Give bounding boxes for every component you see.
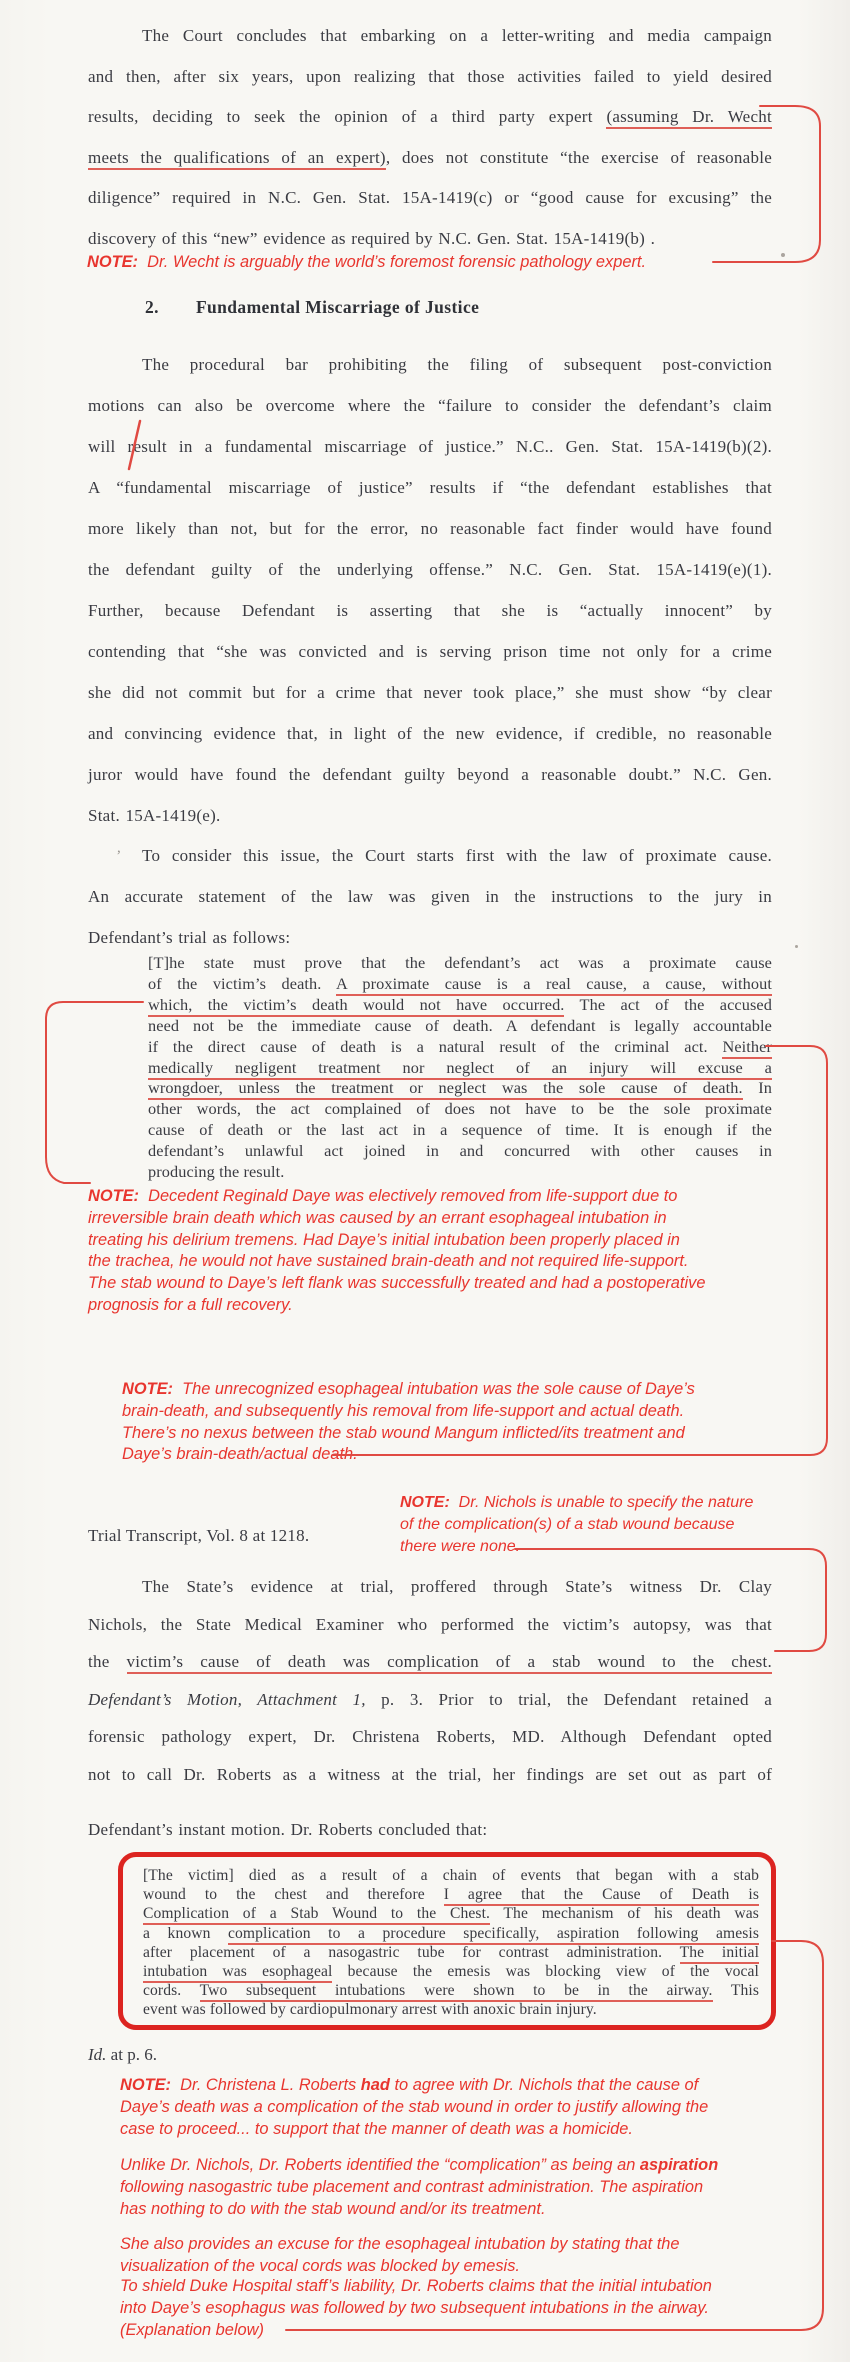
text-line: and convincing evidence that, in light of the new evidence, if credible, no reasonable [88, 724, 772, 743]
text-line: need not be the immediate cause of death. A defendant is legally accountable [148, 1015, 772, 1035]
text-line: The Court concludes that embarking on a letter-writing and media campaign [142, 26, 772, 45]
paragraph-procedural-bar [88, 344, 772, 836]
text-line: she did not commit but for a crime that never took place,” she must show “by clear [88, 683, 772, 702]
text-line: and then, after six years, upon realizing that those activities failed to yield desired [88, 66, 772, 86]
text-line: more likely than not, but for the error, no reasonable fact finder would have found [88, 519, 772, 538]
text-line: NOTE: The unrecognized esophageal intubation was the sole cause of Daye’s [122, 1380, 695, 1398]
note-daye-life-support-annotation [88, 1186, 794, 1317]
paper-speck [795, 945, 798, 948]
text-line: if the direct cause of death is a natural result of the criminal act. Neither [148, 1037, 772, 1058]
text-line: juror would have found the defendant guilty beyond a reasonable doubt.” N.C. Gen. [88, 765, 772, 784]
text-line: Stat. 15A-1419(e). [88, 806, 221, 825]
paragraph-state-evidence [88, 1568, 772, 1794]
text-line: producing the result. [148, 1162, 285, 1182]
text-line: meets the qualifications of an expert), does not constitute “the exercise of reasonable [88, 138, 772, 179]
text-line: not to call Dr. Roberts as a witness at the trial, her findings are set out as part of [88, 1764, 772, 1784]
text-line: visualization of the vocal cords was blocked by emesis. [120, 2256, 520, 2275]
text-line: after placement of a nasogastric tube for contrast administration. The initial [143, 1943, 759, 1962]
text-line: contending that “she was convicted and is serving prison time not only for a crime [88, 642, 772, 661]
text-line: To shield Duke Hospital staff’s liability, Dr. Roberts claims that the initial intubation [120, 2277, 712, 2295]
text-line: into Daye’s esophagus was followed by two subsequent intubations in the airway. [120, 2298, 709, 2317]
text-line: defendant’s unlawful act joined in and concurred with other causes in [148, 1141, 772, 1161]
paragraph-proximate-cause [88, 835, 772, 958]
text-line: irreversible brain death which was caused by an errant esophageal intubation in [88, 1208, 667, 1227]
id-citation [88, 2045, 157, 2065]
text-line: the trachea, he would not have sustained brain-death and not required life-support. [88, 1252, 689, 1271]
bracket-left-jury-quote-connector [46, 1002, 143, 1183]
section-number: 2. [145, 297, 159, 317]
text-line: (Explanation below) [120, 2320, 264, 2339]
text-line: Defendant’s Motion, Attachment 1, p. 3. Prior to trial, the Defendant retained a [88, 1689, 772, 1709]
note-sole-cause-annotation [122, 1379, 782, 1466]
note-wecht-annotation [87, 252, 787, 274]
text-line: other words, the act complained of does not have to be the sole proximate [148, 1099, 772, 1119]
text-line: NOTE: Dr. Nichols is unable to specify the nature [400, 1494, 754, 1511]
text-line: the defendant guilty of the underlying offense.” N.C. Gen. Stat. 15A-1419(e)(1). [88, 560, 772, 579]
text-line: brain-death, and subsequently his removal from life-support and actual death. [122, 1401, 685, 1420]
section-title: Fundamental Miscarriage of Justice [195, 297, 480, 317]
text-line: diligence” required in N.C. Gen. Stat. 15A-1419(c) or “good cause for excusing” the [88, 188, 772, 208]
text-line: Defendant’s trial as follows: [88, 928, 291, 947]
text-line: She also provides an excuse for the esophageal intubation by stating that the [120, 2235, 680, 2253]
text-line: event was followed by cardiopulmonary arrest with anoxic brain injury. [143, 2001, 597, 2019]
text-line: There’s no nexus between the stab wound Mangum inflicted/its treatment and [122, 1423, 685, 1442]
text-line: A “fundamental miscarriage of justice” results if “the defendant establishes that [88, 478, 772, 497]
text-line: forensic pathology expert, Dr. Christena Roberts, MD. Although Defendant opted [88, 1727, 772, 1747]
text-line: discovery of this “new” evidence as required by N.C. Gen. Stat. 15A-1419(b) . [88, 228, 656, 248]
text-line: The procedural bar prohibiting the filing of subsequent post-conviction [142, 355, 772, 374]
text-line: medically negligent treatment nor neglect of an injury will excuse a [148, 1058, 772, 1079]
note-shield-duke-annotation [120, 2276, 800, 2341]
text-line: NOTE: Decedent Reginald Daye was electively removed from life-support due to [88, 1187, 678, 1205]
text-line: NOTE: Dr. Wecht is arguably the world’s foremost forensic pathology expert. [87, 253, 647, 271]
text-line: of the victim’s death. A proximate cause is a real cause, a cause, without [148, 974, 772, 995]
trial-transcript-citation: Trial Transcript, Vol. 8 at 1218. [88, 1526, 310, 1545]
text-line: The stab wound to Daye’s left flank was successfully treated and had a postoperative [88, 1274, 706, 1293]
paragraph-roberts-concluded [88, 1820, 772, 1840]
section-heading-fundamental-miscarriage [145, 297, 479, 318]
text-line: To consider this issue, the Court starts first with the law of proximate cause. [142, 846, 772, 865]
text-line: [The victim] died as a result of a chain of events that began with a stab [143, 1867, 759, 1884]
jury-instruction-blockquote [148, 953, 772, 1183]
text-line: NOTE: Dr. Christena L. Roberts had to agree with Dr. Nichols that the cause of [120, 2076, 699, 2094]
text-line: case to proceed... to support that the manner of death was a homicide. [120, 2119, 633, 2138]
text-line: has nothing to do with the stab wound and/or its treatment. [120, 2199, 546, 2218]
text-line: will result in a fundamental miscarriage of justice.” N.C.. Gen. Stat. 15A-1419(b)(2). [88, 437, 772, 456]
text-line: a known complication to a procedure specifically, aspiration following amesis [143, 1924, 759, 1943]
text-line: Unlike Dr. Nichols, Dr. Roberts identified the “complication” as being an aspiration [120, 2156, 719, 2174]
text-line: An accurate statement of the law was given in the instructions to the jury in [88, 887, 772, 906]
text-line: Daye’s death was a complication of the stab wound in order to justify allowing the [120, 2097, 709, 2116]
text-line: there were none. [400, 1537, 521, 1555]
text-line: the victim’s cause of death was complication of a stab wound to the chest. [88, 1643, 772, 1681]
note-nichols-annotation [400, 1492, 800, 1557]
text-line: cause of death or the last act in a sequence of time. It is enough if the [148, 1120, 772, 1140]
roberts-conclusion-blockquote [143, 1866, 759, 2020]
text-line: Complication of a Stab Wound to the Chest. The mechanism of his death was [143, 1904, 759, 1923]
text-line: treating his delirium tremens. Had Daye’s initial intubation been properly placed in [88, 1230, 680, 1249]
stray-comma-mark: , [117, 840, 121, 856]
note-roberts-had-to-agree-annotation [120, 2075, 800, 2140]
paragraph-court-concludes [88, 16, 772, 260]
text-line: Nichols, the State Medical Examiner who performed the victim’s autopsy, was that [88, 1614, 772, 1634]
text-line: Id. at p. 6. [88, 2045, 157, 2064]
note-excuse-annotation [120, 2234, 800, 2278]
paper-speck [781, 253, 785, 257]
text-line: prognosis for a full recovery. [88, 1295, 293, 1314]
text-line: Further, because Defendant is asserting that she is “actually innocent” by [88, 601, 772, 620]
text-line: of the complication(s) of a stab wound because [400, 1515, 735, 1533]
note-unlike-nichols-annotation [120, 2155, 800, 2242]
text-line: wound to the chest and therefore I agree that the Cause of Death is [143, 1885, 759, 1904]
text-line: intubation was esophageal because the emesis was blocking view of the vocal [143, 1962, 759, 1981]
text-line: following nasogastric tube placement and contrast administration. The aspiration [120, 2177, 704, 2196]
text-line: results, deciding to seek the opinion of a third party expert (assuming Dr. Wecht [88, 97, 772, 138]
text-line: wrongdoer, unless the treatment or neglect was the sole cause of death. In [148, 1078, 772, 1099]
text-line: which, the victim’s death would not have occurred. The act of the accused [148, 995, 772, 1016]
text-line: The State’s evidence at trial, proffered through State’s witness Dr. Clay [142, 1577, 772, 1596]
text-line: [T]he state must prove that the defendant’s act was a proximate cause [148, 953, 772, 972]
text-line: cords. Two subsequent intubations were shown to be in the airway. This [143, 1981, 759, 2000]
text-line: Daye’s brain-death/actual death. [122, 1445, 358, 1464]
text-line: motions can also be overcome where the “failure to consider the defendant’s claim [88, 396, 772, 415]
text-line: Defendant’s instant motion. Dr. Roberts concluded that: [88, 1820, 488, 1839]
